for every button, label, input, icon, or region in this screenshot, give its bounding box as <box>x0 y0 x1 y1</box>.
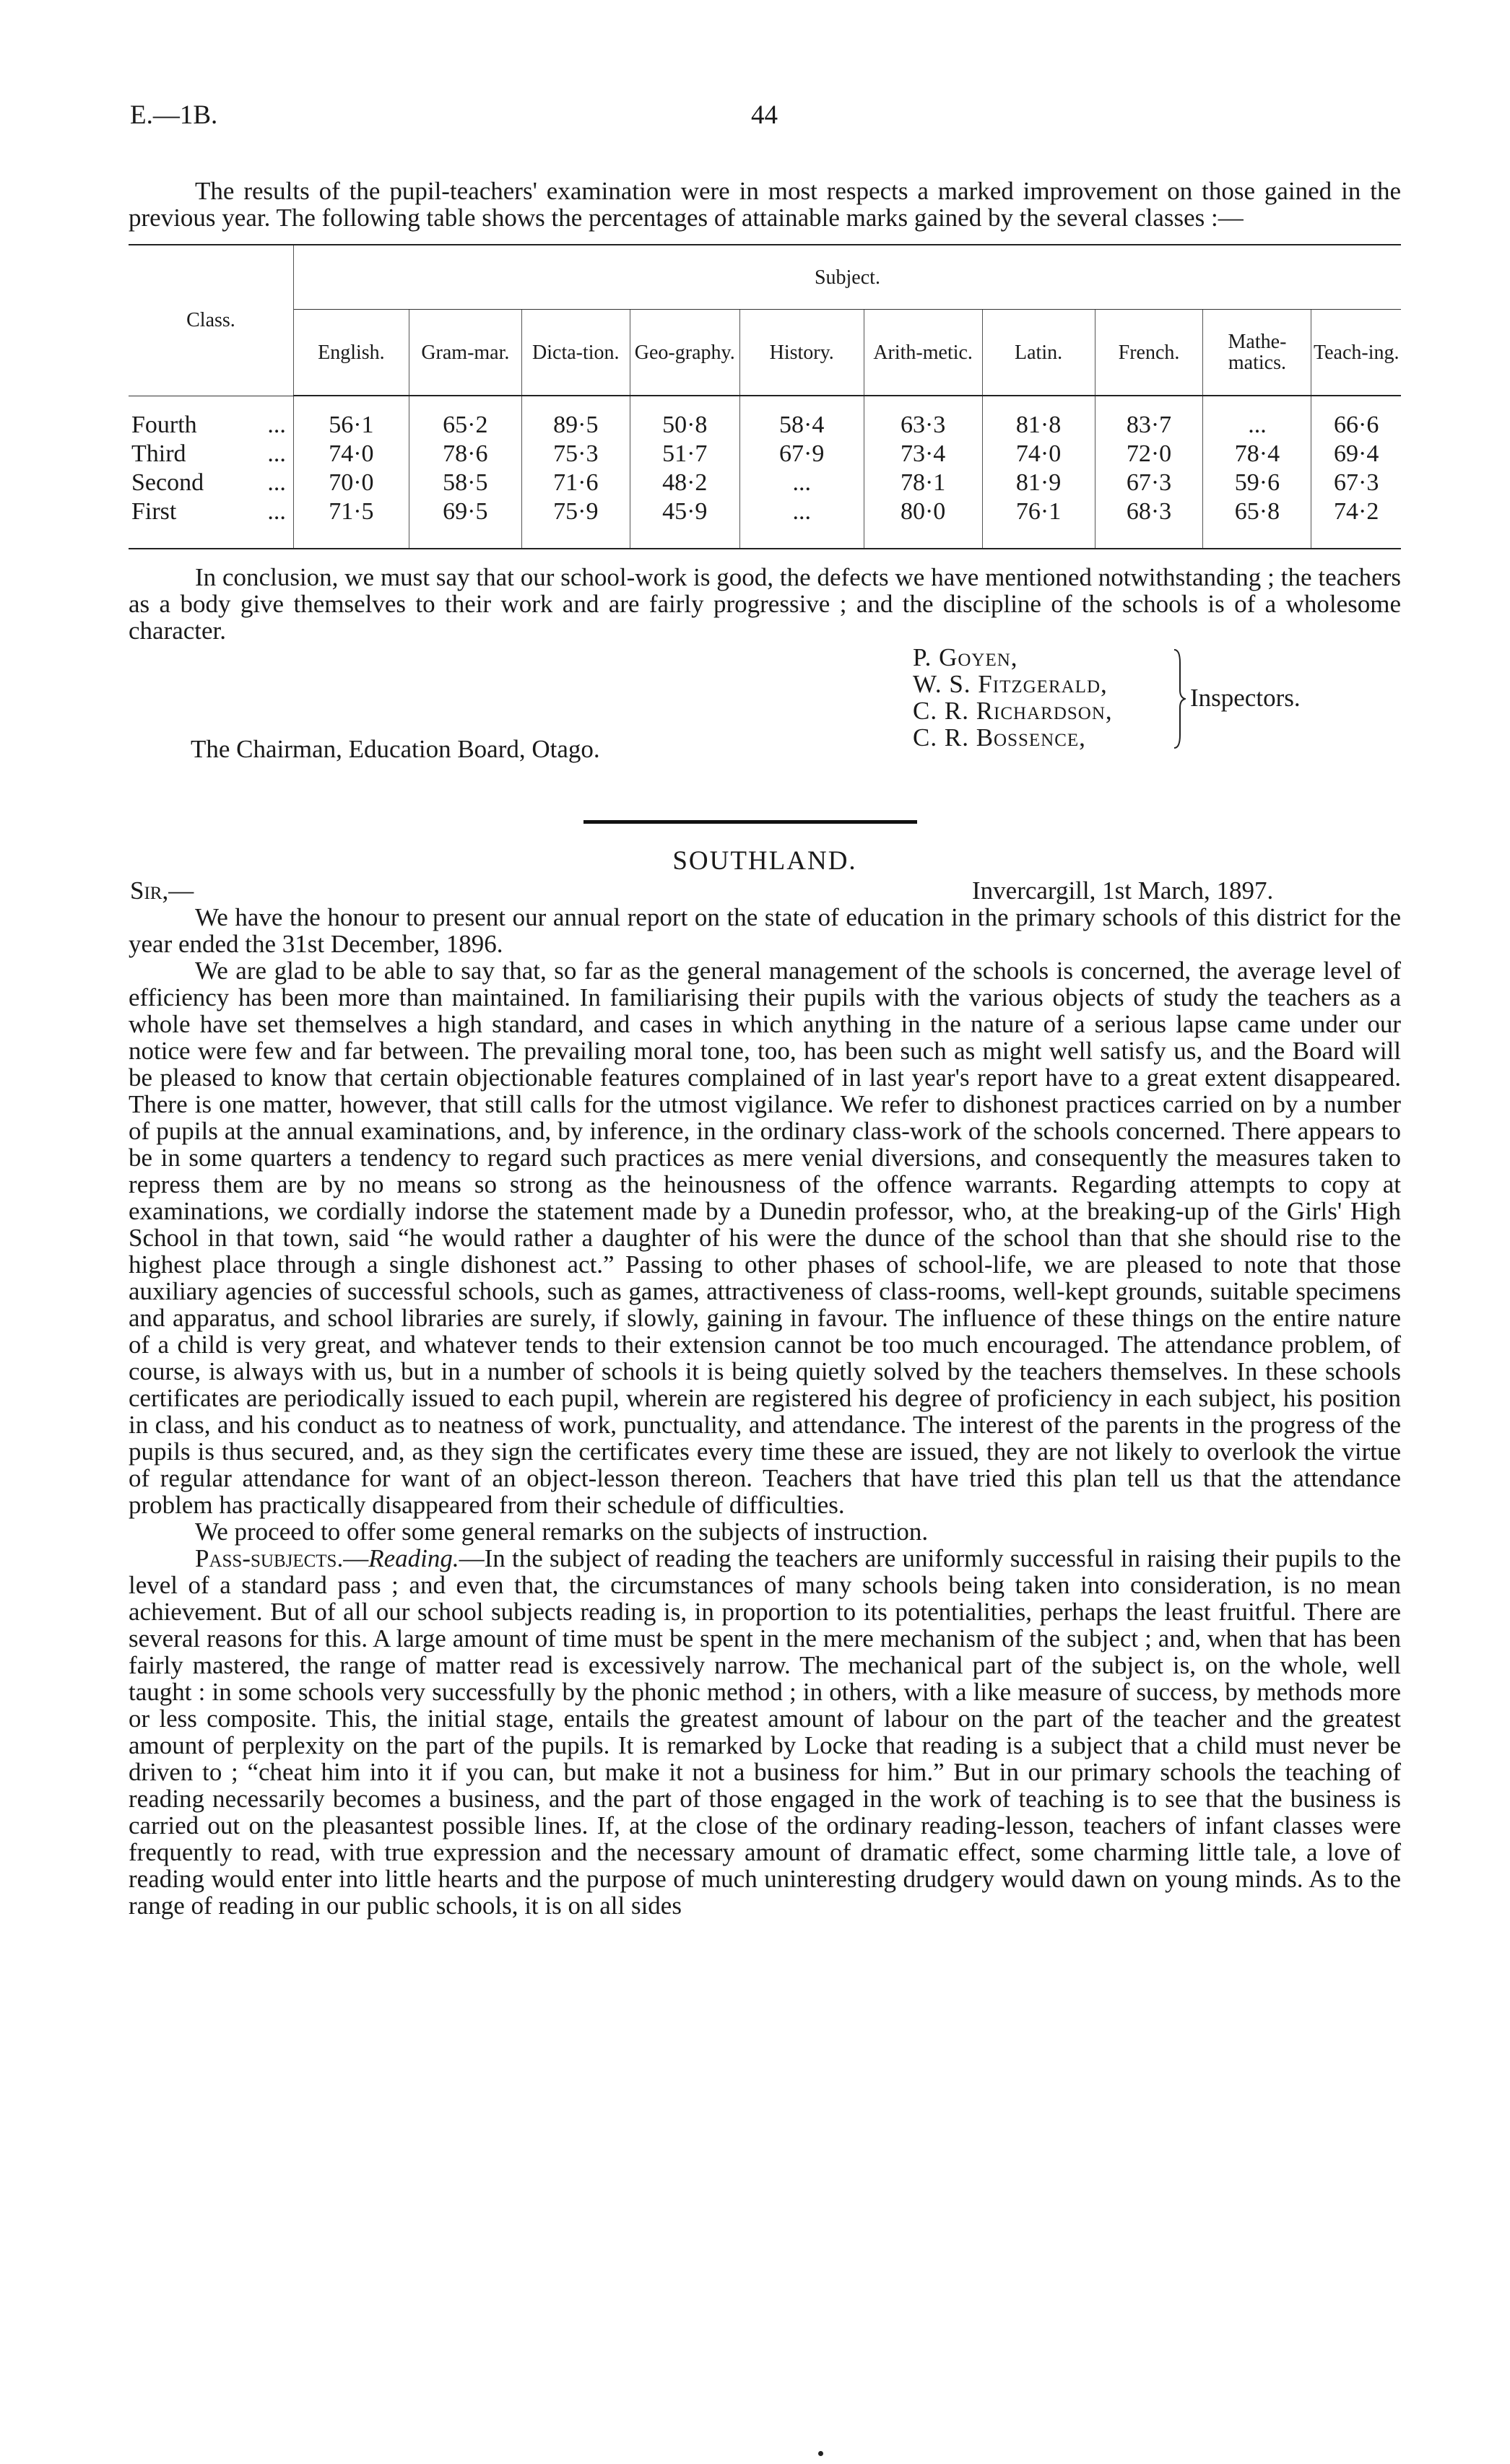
table-cell: 51·7 <box>630 440 739 469</box>
column-header: Gram-mar. <box>409 310 521 396</box>
salutation: Sir,— <box>130 876 194 905</box>
class-cell <box>129 497 293 549</box>
table-cell: 80·0 <box>864 497 982 549</box>
body-paragraph: We are glad to be able to say that, so far as the general management of the schools is concerned, the average level of efficiency has been more than maintained. In familiarising their pupils with the various objects of study the teachers as a whole have set themselves a high standard, and cases in which anything in the nature of a serious lapse came under our notice were few and far between. The prevailing moral tone, too, has been such as might well satisfy us, and the Board will be pleased to know that certain objectionable features complained of in last year's report have to a great extent disappeared. There is one matter, however, that still calls for the utmost vigilance. We refer to dishonest practices carried on by a number of pupils at the annual examinations, and, by inference, in the ordinary class-work of the schools concerned. There appears to be in some quarters a tendency to regard such practices as mere venial diversions, and consequently the measures taken to repress them are by no means so strong as the heinousness of the offence warrants. Regarding attempts to copy at examinations, we cordially indorse the statement made by a Dunedin professor, who, at the breaking-up of the Girls' High School in that town, said “he would rather a daughter of his were the dunce of the school than that she should rise to the highest place through a single dishonest act.” Passing to other phases of school-life, we are pleased to note that those auxiliary agencies of successful schools, such as games, attractiveness of class-rooms, well-kept grounds, suitable specimens and apparatus, and school libraries are surely, if slowly, gaining in favour. The influence of these things on the entire nature of a child is very great, and whatever tends to their extension cannot be too much encouraged. The attendance problem, of course, is always with us, but in a number of schools it is being quietly solved by the teachers themselves. In these schools certificates are periodically issued to each pupil, wherein are registered his degree of proficiency in each subject, his position in class, and his conduct as to neatness of work, punctuality, and attendance. The interest of the parents in the progress of the pupils is thus secured, and, as they sign the certificates every time these are issued, they are not likely to overlook the virtue of regular attendance for want of an object-lesson thereon. Teachers that have tried this plan tell us that the attendance problem has practically disappeared from their schedule of difficulties. <box>129 957 1401 1519</box>
class-cell <box>129 440 293 469</box>
table-cell: 68·3 <box>1095 497 1203 549</box>
leader-dots: ... <box>267 469 286 496</box>
column-header: French. <box>1095 310 1203 396</box>
table-cell: 81·9 <box>982 469 1095 497</box>
salutation-line <box>129 876 1401 904</box>
signatory-name: C. R. Richardson, <box>913 697 1113 725</box>
table-cell: 48·2 <box>630 469 739 497</box>
table-cell: 71·5 <box>293 497 409 549</box>
table-cell: 72·0 <box>1095 440 1203 469</box>
document-reference: E.—1B. <box>130 100 218 130</box>
table-cell: 50·8 <box>630 396 739 440</box>
table-cell: 67·9 <box>739 440 864 469</box>
column-header: Teach-ing. <box>1311 310 1401 396</box>
table-cell: 75·3 <box>521 440 630 469</box>
class-name: Third <box>131 440 186 467</box>
subject-group-header: Subject. <box>293 245 1401 310</box>
signatory-name: P. Goyen, <box>913 643 1018 671</box>
class-cell <box>129 396 293 440</box>
column-header: Geo-graphy. <box>630 310 739 396</box>
column-header: Dicta-tion. <box>521 310 630 396</box>
table-column-header-row <box>129 310 1401 396</box>
reading-heading: Reading. <box>368 1544 459 1572</box>
table-cell: ... <box>739 469 864 497</box>
table-cell: ... <box>1203 396 1311 440</box>
brace-icon <box>1173 648 1186 749</box>
body-paragraph: We have the honour to present our annual report on the state of education in the primary schools of this district for the year ended the 31st December, 1896. <box>129 903 1401 958</box>
table-cell: ... <box>739 497 864 549</box>
column-header: Mathe-matics. <box>1203 310 1311 396</box>
table-cell: 78·6 <box>409 440 521 469</box>
leader-dots: ... <box>267 498 286 525</box>
page-number: 44 <box>751 100 778 130</box>
table-row <box>129 469 1401 497</box>
column-header: English. <box>293 310 409 396</box>
table-cell: 74·0 <box>982 440 1095 469</box>
column-header: Latin. <box>982 310 1095 396</box>
table-cell: 66·6 <box>1311 396 1401 440</box>
table-cell: 81·8 <box>982 396 1095 440</box>
class-name: Second <box>131 469 204 496</box>
table-cell: 56·1 <box>293 396 409 440</box>
leader-dots: ... <box>267 440 286 467</box>
results-table <box>129 244 1401 549</box>
page-header <box>129 79 1401 130</box>
table-cell: 74·2 <box>1311 497 1401 549</box>
class-name: Fourth <box>131 411 197 438</box>
table-cell: 67·3 <box>1311 469 1401 497</box>
leader-dots: ... <box>267 411 286 438</box>
table-cell: 73·4 <box>864 440 982 469</box>
intro-paragraph: The results of the pupil-teachers' examination were in most respects a marked improvement on those gained in the previous year. The following table shows the percentages of attainable marks gained by the several classes :— <box>129 177 1401 232</box>
document-page <box>129 79 1401 1919</box>
table-row <box>129 440 1401 469</box>
table-cell: 75·9 <box>521 497 630 549</box>
signature-block <box>129 644 1401 781</box>
table-row <box>129 497 1401 549</box>
conclusion-paragraph: In conclusion, we must say that our school-work is good, the defects we have mentioned notwithstanding ; the teachers as a body give themselves to their work and are fairly progressive ; and the discipline of the schools is of a wholesome character. <box>129 563 1401 645</box>
table-cell: 65·2 <box>409 396 521 440</box>
table-cell: 71·6 <box>521 469 630 497</box>
table-subject-header-row <box>129 245 1401 310</box>
table-row <box>129 396 1401 440</box>
class-column-header: Class. <box>129 245 293 396</box>
place-date: Invercargill, 1st March, 1897. <box>972 876 1274 905</box>
table-cell: 70·0 <box>293 469 409 497</box>
table-cell: 83·7 <box>1095 396 1203 440</box>
table-cell: 58·5 <box>409 469 521 497</box>
class-name: First <box>131 498 177 525</box>
signatory-role: Inspectors. <box>1190 684 1301 712</box>
table-cell: 69·4 <box>1311 440 1401 469</box>
column-header: Arith-metic. <box>864 310 982 396</box>
table-cell: 89·5 <box>521 396 630 440</box>
section-title: SOUTHLAND. <box>672 846 857 876</box>
table-cell: 63·3 <box>864 396 982 440</box>
column-header: History. <box>739 310 864 396</box>
section-divider <box>583 820 917 824</box>
class-cell <box>129 469 293 497</box>
body-paragraph: We proceed to offer some general remarks on the subjects of instruction. <box>195 1518 929 1546</box>
table-cell: 58·4 <box>739 396 864 440</box>
table-cell: 59·6 <box>1203 469 1311 497</box>
table-cell: 65·8 <box>1203 497 1311 549</box>
pass-subjects-heading: Pass-subjects. <box>195 1544 344 1572</box>
table-cell: 76·1 <box>982 497 1095 549</box>
signatory-name: C. R. Bossence, <box>913 723 1086 752</box>
addressee: The Chairman, Education Board, Otago. <box>191 735 600 763</box>
reading-paragraph: Pass-subjects.—Reading.—In the subject of reading the teachers are uniformly successful in raising their pupils to the level of a standard pass ; and even that, the circumstances of many schools being taken into consideration, is no mean achievement. But of all our school subjects reading is, in proportion to its potentialities, perhaps the least fruitful. There are several reasons for this. A large amount of time must be spent in the mere mechanism of the subject ; and, when that has been fairly mastered, the range of matter read is excessively narrow. The mechanical part of the subject is, on the whole, well taught : in some schools very successfully by the phonic method ; in others, with a like measure of success, by methods more or less composite. This, the initial stage, entails the greatest amount of labour on the part of the teacher and the greatest amount of perplexity on the part of the pupils. It is remarked by Locke that reading is a subject that a child must never be driven to ; “cheat him into it if you can, but make it not a business for him.” But in our primary schools the teaching of reading necessarily becomes a business, and the part of those engaged in the work of teaching is to see that the business is carried out on the pleasantest possible lines. If, at the close of the ordinary reading-lesson, teachers of infant classes were frequently to read, with true expression and the necessary amount of dramatic effect, some charming little tale, a love of reading would enter into little hearts and the purpose of much uninteresting drudgery would dawn on young minds. As to the range of reading in our public schools, it is on all sides <box>129 1544 1401 1920</box>
page-mark <box>818 2451 823 2456</box>
table-cell: 45·9 <box>630 497 739 549</box>
signatory-list <box>913 644 1113 751</box>
table-cell: 67·3 <box>1095 469 1203 497</box>
table-cell: 74·0 <box>293 440 409 469</box>
table-cell: 78·4 <box>1203 440 1311 469</box>
table-cell: 69·5 <box>409 497 521 549</box>
table-cell: 78·1 <box>864 469 982 497</box>
reading-text: In the subject of reading the teachers are uniformly successful in raising their pupils to the level of a standard pass ; and even that, the circumstances of many schools being taken into consideration, is no mean achievement. But of all our school subjects reading is, in proportion to its potentialities, perhaps the least fruitful. There are several reasons for this. A large amount of time must be spent in the mere mechanism of the subject ; and, when that has been fairly mastered, the range of matter read is excessively narrow. The mechanical part of the subject is, on the whole, well taught : in some schools very successfully by the phonic method ; in others, with a like measure of success, by methods more or less composite. This, the initial stage, entails the greatest amount of labour on the part of the teacher and the greatest amount of perplexity on the part of the pupils. It is remarked by Locke that reading is a subject that a child must never be driven to ; “cheat him into it if you can, but make it not a business for him.” But in our primary schools the teaching of reading necessarily becomes a business, and the part of those engaged in the work of teaching is to see that the business is carried out on the pleasantest possible lines. If, at the close of the ordinary reading-lesson, teachers of infant classes were frequently to read, with true expression and the necessary amount of dramatic effect, some charming little tale, a love of reading would enter into little hearts and the purpose of much uninteresting drudgery would dawn on young minds. As to the range of reading in our public schools, it is on all sides <box>129 1544 1401 1920</box>
signatory-name: W. S. Fitzgerald, <box>913 670 1108 698</box>
